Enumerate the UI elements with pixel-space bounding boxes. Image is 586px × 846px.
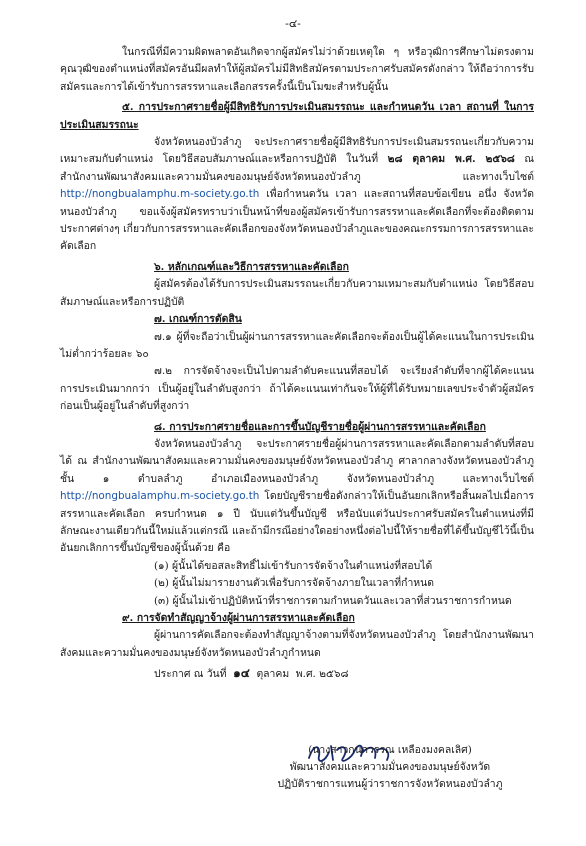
section-9-paragraph: ผู้ผ่านการคัดเลือกจะต้องทำสัญญาจ้างตามที่จังหวัดหนองบัวลำภู โดยสำนักงานพัฒนาสังคมและความมั่นคงของมนุษย์จังหวัดหนองบัวลำภูกำหนด bbox=[60, 629, 534, 659]
section-5-text-c: เพื่อกำหนดวัน เวลา และสถานที่สอบข้อเขียน อนึ่ง จังหวัดหนองบัวลำภู ขอแจ้งผู้สมัครทราบว่าเป็นหน้าที่ของผู้สมัครเข้ารับการสรรหาและคัดเลือกที่จะต้องติดตามประกาศต่างๆ เกี่ยวกับการสรรหาและคัดเลือกของจังหวัดหนองบัวลำภูและของคณะกรรมการการสรรหาและคัดเลือก bbox=[60, 188, 534, 253]
intro-paragraph: ในกรณีที่มีความผิดพลาดอันเกิดจากผู้สมัครไม่ว่าด้วยเหตุใด ๆ หรือวุฒิการศึกษาไม่ตรงตามคุณวุฒิของตำแหน่งที่สมัครอันมีผลทำให้ผู้สมัครไม่มีสิทธิสมัครตามประกาศรับสมัครดังกล่าว ให้ถือว่าการรับสมัครและการได้เข้ารับการสรรหาและเลือกสรรครั้งนี้เป็นโมฆะสำหรับผู้นั้น bbox=[60, 46, 534, 93]
section-7-item-2: ๗.๒ การจัดจ้างจะเป็นไปตามลำดับคะแนนที่สอบได้ จะเรียงลำดับที่จากผู้ได้คะแนนการประเมินมากกว่า เป็นผู้อยู่ในลำดับสูงกว่า ถ้าได้คะแนนเท่ากันจะให้ผู้ที่ได้รับหมายเลขประจำตัวผู้สมัครก่อนเป็นผู้อยู่ในลำดับที่สูงกว่า bbox=[60, 365, 534, 413]
section-8-item-3: (๓) ผู้นั้นไม่เข้าปฏิบัติหน้าที่ราชการตามกำหนดวันและเวลาที่ส่วนราชการกำหนด bbox=[154, 594, 512, 607]
announcement-date bbox=[60, 665, 534, 683]
section-5-paragraph bbox=[60, 134, 534, 256]
website-link[interactable]: http://nongbualamphu.m-society.go.th bbox=[60, 188, 260, 201]
announce-month: ตุลาคม bbox=[256, 668, 290, 681]
signer-position-1: พัฒนาสังคมและความมั่นคงของมนุษย์จังหวัด bbox=[289, 761, 491, 773]
section-8-item-2: (๒) ผู้นั้นไม่มารายงานตัวเพื่อรับการจัดจ้างภายในเวลาที่กำหนด bbox=[154, 577, 434, 590]
section-9-heading: ๙. การจัดทำสัญญาจ้างผู้ผ่านการสรรหาและคัดเลือก bbox=[122, 612, 355, 624]
section-8-text-a: จังหวัดหนองบัวลำภู จะประกาศรายชื่อผู้ผ่านการสรรหาและคัดเลือกตามลำดับที่สอบได้ ณ สำนักงานพัฒนาสังคมและความมั่นคงของมนุษย์จังหวัดหนองบัวลำภู ศาลากลางจังหวัดหนองบัวลำภู ชั้น ๑ ตำบลลำภู อำเภอเมืองหนองบัวลำภู จังหวัดหนองบัวลำภู และทางเว็บไซต์ bbox=[60, 437, 534, 485]
section-6-paragraph: ผู้สมัครต้องได้รับการประเมินสมรรถนะเกี่ยวกับความเหมาะสมกับตำแหน่ง โดยวิธีสอบสัมภาษณ์และหรือการปฏิบัติ bbox=[60, 278, 534, 308]
section-5-heading: ๕. การประกาศรายชื่อผู้มีสิทธิรับการประเมินสมรรถนะ และกำหนดวัน เวลา สถานที่ ในการประเมินสมรรถนะ bbox=[60, 101, 534, 131]
announce-year: พ.ศ. ๒๕๖๘ bbox=[295, 668, 349, 681]
section-8-heading: ๘. การประกาศรายชื่อและการขึ้นบัญชีรายชื่อผู้ผ่านการสรรหาและคัดเลือก bbox=[154, 420, 486, 433]
page-number: -๔- bbox=[285, 17, 301, 30]
section-6-heading: ๖. หลักเกณฑ์และวิธีการสรรหาและคัดเลือก bbox=[154, 260, 349, 273]
section-7-item-1: ๗.๑ ผู้ที่จะถือว่าเป็นผู้ผ่านการสรรหาและคัดเลือกจะต้องเป็นผู้ได้คะแนนในการประเมินไม่ต่ำกว่าร้อยละ ๖๐ bbox=[60, 330, 534, 360]
announce-prefix: ประกาศ ณ วันที่ bbox=[154, 668, 227, 681]
section-8-item-1: (๑) ผู้นั้นได้ขอสละสิทธิ์ไม่เข้ารับการจัดจ้างในตำแหน่งที่สอบได้ bbox=[154, 559, 433, 572]
document-body bbox=[60, 44, 534, 684]
website-link-2[interactable]: http://nongbualamphu.m-society.go.th bbox=[60, 490, 260, 503]
section-5-date: ๒๘ ตุลาคม พ.ศ. ๒๕๖๘ bbox=[387, 153, 515, 166]
section-8-paragraph bbox=[60, 436, 534, 558]
signer-position-2: ปฏิบัติราชการแทนผู้ว่าราชการจังหวัดหนองบัวลำภู bbox=[277, 778, 503, 790]
announce-day: ๑๔ bbox=[233, 666, 250, 681]
signature-block bbox=[250, 742, 530, 793]
section-5-text-b: ณ สำนักงานพัฒนาสังคมและความมั่นคงของมนุษย์จังหวัดหนองบัวลำภู และทางเว็บไซต์ bbox=[60, 153, 534, 183]
section-7-heading: ๗. เกณฑ์การตัดสิน bbox=[154, 313, 242, 326]
section-5-text-a: จังหวัดหนองบัวลำภู จะประกาศรายชื่อผู้มีสิทธิรับการประเมินสมรรถนะเกี่ยวกับความเหมาะสมกับตำแหน่ง โดยวิธีสอบสัมภาษณ์และหรือการปฏิบัติ ในวันที่ bbox=[60, 136, 534, 166]
section-8-text-b: โดยบัญชีรายชื่อดังกล่าวให้เป็นอันยกเลิกหรือสิ้นผลไปเมื่อการสรรหาและคัดเลือก ครบกำหนด ๑ ปี นับแต่วันขึ้นบัญชี หรือนับแต่วันประกาศรับสมัครในตำแหน่งที่มีลักษณะงานเดียวกันนี้ใหม่แล้วแต่กรณี และถ้ามีกรณีอย่างใดอย่างหนึ่งต่อไปนี้ให้รายชื่อที่ได้ขึ้นบัญชีไว้นี้เป็นอันยกเลิกการขึ้นบัญชีของผู้นั้นด้วย คือ bbox=[60, 490, 534, 555]
signer-name: (นางสาวกนกวรรณ เหลืองมงคลเลิศ) bbox=[308, 744, 472, 756]
